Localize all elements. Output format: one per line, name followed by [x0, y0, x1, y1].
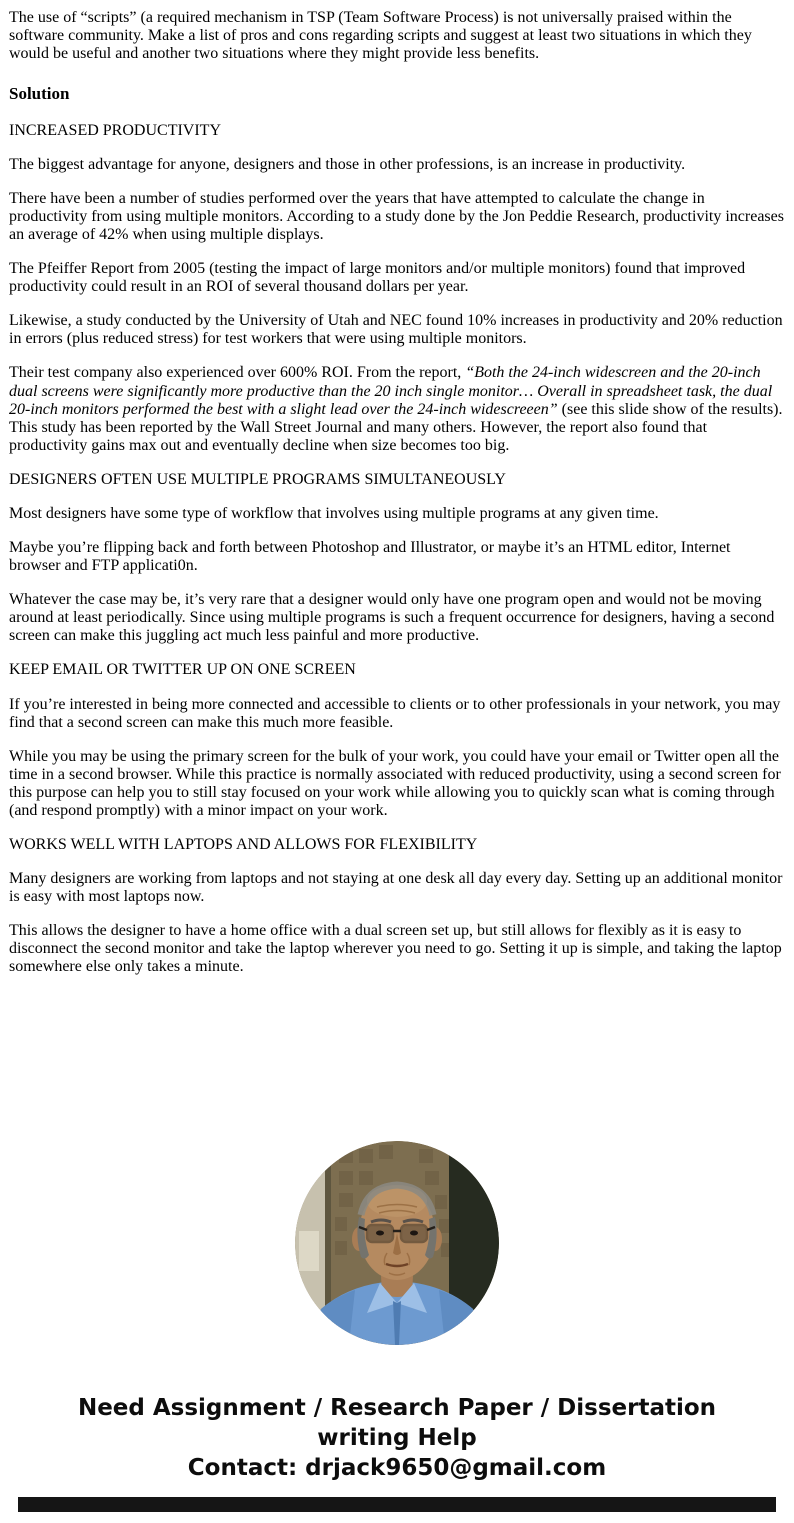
solution-heading: Solution: [9, 84, 70, 104]
footer-heading-line1: Need Assignment / Research Paper / Dissertation: [77, 1395, 717, 1422]
paragraph: This allows the designer to have a home office with a dual screen set up, but still allows for flexibly as it is easy to disconnect the second monitor and take the laptop wherever you need to go. Setting it up is simple, and taking the laptop somewhere else only takes a minute.: [9, 922, 782, 976]
quote-pre-text: Their test company also experienced over 600% ROI. From the report,: [9, 364, 466, 382]
portrait-photo-illustration: [295, 1141, 499, 1345]
paragraph: If you’re interested in being more connected and accessible to clients or to other professionals in your network, you may find that a second screen can make this much more feasible.: [9, 695, 781, 731]
section-heading: DESIGNERS OFTEN USE MULTIPLE PROGRAMS SIMULTANEOUSLY: [9, 470, 506, 488]
section-email-twitter: [9, 661, 785, 820]
paragraph: Whatever the case may be, it’s very rare that a designer would only have one program open and would not be moving around at least periodically. Since using multiple programs is such a frequent occurrence for designers, having a second screen can make this juggling act much less painful and more productive.: [9, 591, 775, 645]
section-increased-productivity: [9, 122, 785, 455]
section-multiple-programs: [9, 471, 785, 646]
portrait-photo: [295, 1141, 499, 1345]
paragraph: Most designers have some type of workflow that involves using multiple programs at any given time.: [9, 504, 659, 522]
footer-contact-email: Contact: drjack9650@gmail.com: [187, 1455, 607, 1482]
section-heading: INCREASED PRODUCTIVITY: [9, 121, 221, 139]
paragraph: Likewise, a study conducted by the University of Utah and NEC found 10% increases in productivity and 20% reduction in errors (plus reduced stress) for test workers that were using multiple monitors.: [9, 312, 783, 348]
bottom-bar: [18, 1497, 776, 1512]
report-quote: “Both the 24-inch widescreen and the 20-inch dual screens were significantly more productive than the 20 inch single monitor… Overall in spreadsheet task, the dual 20-inch monitors performed the best with a slight lead over the 24-inch widescreeen”: [9, 364, 773, 418]
paragraph: The biggest advantage for anyone, designers and those in other professions, is an increase in productivity.: [9, 155, 686, 173]
footer-promo: [9, 1393, 785, 1483]
question-paragraph: The use of “scripts” (a required mechanism in TSP (Team Software Process) is not universally praised within the software community. Make a list of pros and cons regarding scripts and suggest at least two situations in which they would be useful and another two situations where they might provide less benefits.: [9, 9, 752, 63]
paragraph: Maybe you’re flipping back and forth between Photoshop and Illustrator, or maybe it’s an HTML editor, Internet browser and FTP applicati0n.: [9, 539, 731, 575]
paragraph: There have been a number of studies performed over the years that have attempted to calculate the change in productivity from using multiple monitors. According to a study done by the Jon Peddie Research, productivity increases an average of 42% when using multiple displays.: [9, 189, 784, 244]
paragraph: While you may be using the primary screen for the bulk of your work, you could have your email or Twitter open all the time in a second browser. While this practice is normally associated with reduced productivity, using a second screen for this purpose can help you to still stay focused on your work while allowing you to quickly scan what is coming through (and respond promptly) with a minor impact on your work.: [9, 747, 781, 819]
paragraph-with-quote: [9, 364, 785, 454]
section-laptops-flexibility: [9, 836, 785, 976]
quote-post-text: (see this slide show of the results). This study has been reported by the Wall Street Journal and many others. However, the report also found that productivity gains max out and eventually decline when size becomes too big.: [9, 400, 783, 454]
section-heading: KEEP EMAIL OR TWITTER UP ON ONE SCREEN: [9, 661, 356, 679]
section-heading: WORKS WELL WITH LAPTOPS AND ALLOWS FOR FLEXIBILITY: [9, 835, 478, 853]
footer-heading-line2: writing Help: [317, 1425, 477, 1452]
paragraph: Many designers are working from laptops and not staying at one desk all day every day. Setting up an additional monitor is easy with most laptops now.: [9, 870, 783, 906]
paragraph: The Pfeiffer Report from 2005 (testing the impact of large monitors and/or multiple monitors) found that improved productivity could result in an ROI of several thousand dollars per year.: [9, 260, 746, 296]
